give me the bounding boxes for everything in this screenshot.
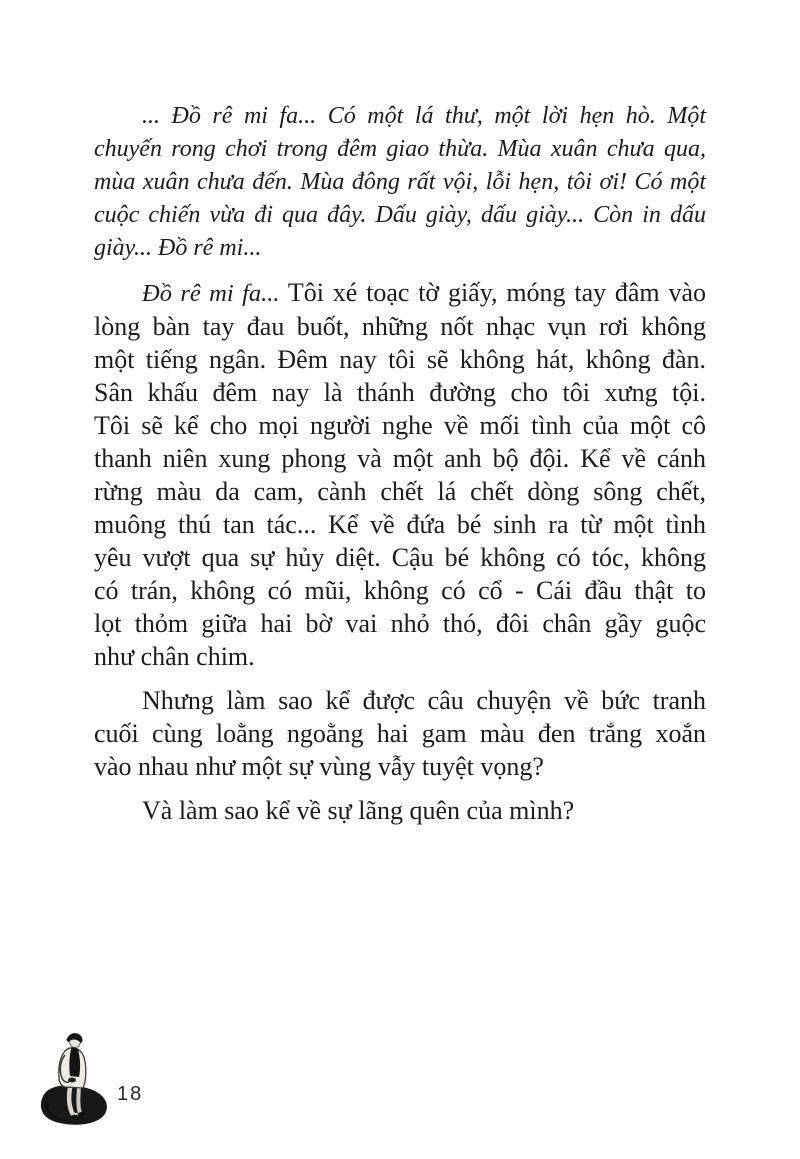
text-line: cuối cùng loằng ngoằng hai gam màu đen trắng xoắn [94,719,706,748]
text-line: Sân khấu đêm nay là thánh đường cho tôi xưng tội. [94,378,706,407]
text-line: như chân chim. [94,642,255,671]
text-line: có trán, không có mũi, không có cổ - Cái đầu thật to [94,576,706,605]
figure-hands [68,1078,76,1083]
text-line: Tôi sẽ kể cho mọi người nghe về mối tình của một cô [94,411,706,440]
text-line: vào nhau như một sự vùng vẫy tuyệt vọng? [94,752,544,781]
paragraph [94,684,706,783]
text-line: rừng màu da cam, cành chết lá chết dòng sông chết, [94,477,706,506]
text-line: lòng bàn tay đau buốt, những nốt nhạc vụn rơi không [94,312,706,341]
seated-figure-illustration [38,1030,112,1128]
body-text [94,100,706,838]
text-line: Và làm sao kể về sự lãng quên của mình? [142,796,575,825]
text-line: giày... Đồ rê mi... [94,235,262,261]
italic-lead: Đồ rê mi fa... [142,280,280,307]
text-line: mùa xuân chưa đến. Mùa đông rất vội, lỗi hẹn, tôi ơi! Có một [94,169,706,195]
figure-foot [78,1112,86,1116]
text-line: cuộc chiến vừa đi qua đây. Dấu giày, dấu giày... Còn in dấu [94,202,706,228]
text-line: chuyến rong chơi trong đêm giao thừa. Mùa xuân chưa qua, [94,136,706,162]
text-line: muông thú tan tác... Kể về đứa bé sinh ra từ một tình [94,510,706,539]
figure-foot [71,1115,80,1119]
figure-shirt [69,1048,80,1078]
text-line: ... Đồ rê mi fa... Có một lá thư, một lời hẹn hò. Một [142,103,706,129]
paragraph [94,100,706,265]
page-number: 18 [117,1083,144,1105]
text-line: thanh niên xung phong và một anh bộ đội. Kể về cánh [94,444,706,473]
text-line: lọt thỏm giữa hai bờ vai nhỏ thó, đôi chân gầy guộc [94,609,706,638]
text-line: Đồ rê mi fa... Tôi xé toạc tờ giấy, móng tay đâm vào [142,278,706,307]
paragraph [94,794,706,827]
text-line: yêu vượt qua sự hủy diệt. Cậu bé không có tóc, không [94,543,706,572]
text-line: một tiếng ngân. Đêm nay tôi sẽ không hát, không đàn. [94,345,706,374]
paragraph [94,276,706,673]
text-line: Nhưng làm sao kể được câu chuyện về bức tranh [142,686,706,715]
